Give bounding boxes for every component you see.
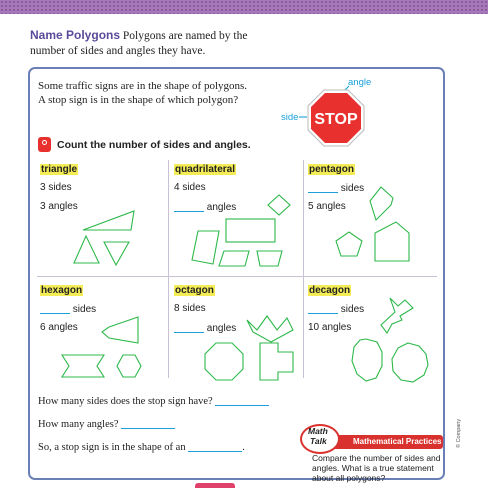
stop-text: STOP (314, 111, 358, 128)
count-text: Count the number of sides and angles. (57, 139, 251, 151)
sides-text: sides (340, 304, 365, 315)
sides-text: 8 sides (174, 303, 206, 314)
math-talk-panel (296, 424, 446, 486)
sides-row (40, 303, 96, 315)
sides-text: 4 sides (174, 182, 206, 193)
cell-decagon (308, 285, 433, 333)
grid-divider (168, 160, 169, 378)
question-angles (38, 418, 175, 430)
key-icon (38, 137, 51, 152)
sides-text: sides (340, 183, 365, 194)
angles-text: 3 angles (40, 201, 78, 212)
answer-blank[interactable] (174, 322, 204, 333)
sides-row (308, 182, 364, 194)
polygon-name: hexagon (41, 285, 83, 296)
answer-blank[interactable] (188, 441, 242, 452)
copyright-text: © Company (456, 418, 462, 448)
sides-row (308, 303, 364, 315)
answer-blank[interactable] (174, 201, 204, 212)
question-shape-text: So, a stop sign is in the shape of an (38, 442, 186, 453)
cell-triangle (40, 164, 165, 212)
math-practices-title: Mathematical Practices (353, 437, 442, 446)
stop-sign-question: Some traffic signs are in the shape of polygons. A stop sign is in the shape of which polygon? (38, 80, 248, 106)
angles-text: 6 angles (40, 322, 78, 333)
answer-blank[interactable] (40, 303, 70, 314)
side-label: side (281, 112, 299, 123)
angles-text: 5 angles (308, 201, 346, 212)
angles-row (174, 322, 236, 334)
question-shape (38, 441, 245, 453)
polygon-name: decagon (309, 285, 351, 296)
answer-blank[interactable] (121, 418, 175, 429)
intro-heading: Name Polygons (30, 28, 121, 42)
cell-octagon (174, 285, 299, 334)
answer-blank[interactable] (215, 395, 269, 406)
cell-pentagon (308, 164, 433, 212)
sides-text: sides (72, 304, 97, 315)
cell-quadrilateral (174, 164, 299, 213)
angles-text: angles (206, 202, 237, 213)
polygon-name: pentagon (309, 164, 354, 175)
answer-blank[interactable] (308, 182, 338, 193)
intro-text: Polygons are named by the number of sides and angles they have. (30, 30, 248, 57)
polygon-name: octagon (175, 285, 214, 296)
math-talk-prompt: Compare the number of sides and angles. What is a true statement about all polygons? (312, 453, 441, 483)
question-period: . (242, 442, 245, 453)
angles-row (174, 201, 236, 213)
question-sides-text: How many sides does the stop sign have? (38, 396, 213, 407)
question-angles-text: How many angles? (38, 419, 119, 430)
angles-text: 10 angles (308, 322, 352, 333)
math-talk-line1: Math (308, 426, 328, 436)
answer-blank[interactable] (308, 303, 338, 314)
polygon-name: triangle (41, 164, 78, 175)
grid-divider (37, 276, 437, 277)
bottom-tab-decoration (195, 483, 235, 488)
question-sides (38, 395, 269, 407)
top-decorative-bar (0, 0, 488, 14)
grid-divider (303, 160, 304, 378)
sides-text: 3 sides (40, 182, 72, 193)
intro-paragraph (30, 28, 270, 59)
polygon-name: quadrilateral (175, 164, 236, 175)
math-talk-line2: Talk (310, 436, 327, 446)
angles-text: angles (206, 323, 237, 334)
stop-sign (307, 89, 365, 147)
cell-hexagon (40, 285, 165, 333)
angle-label: angle (348, 77, 372, 88)
